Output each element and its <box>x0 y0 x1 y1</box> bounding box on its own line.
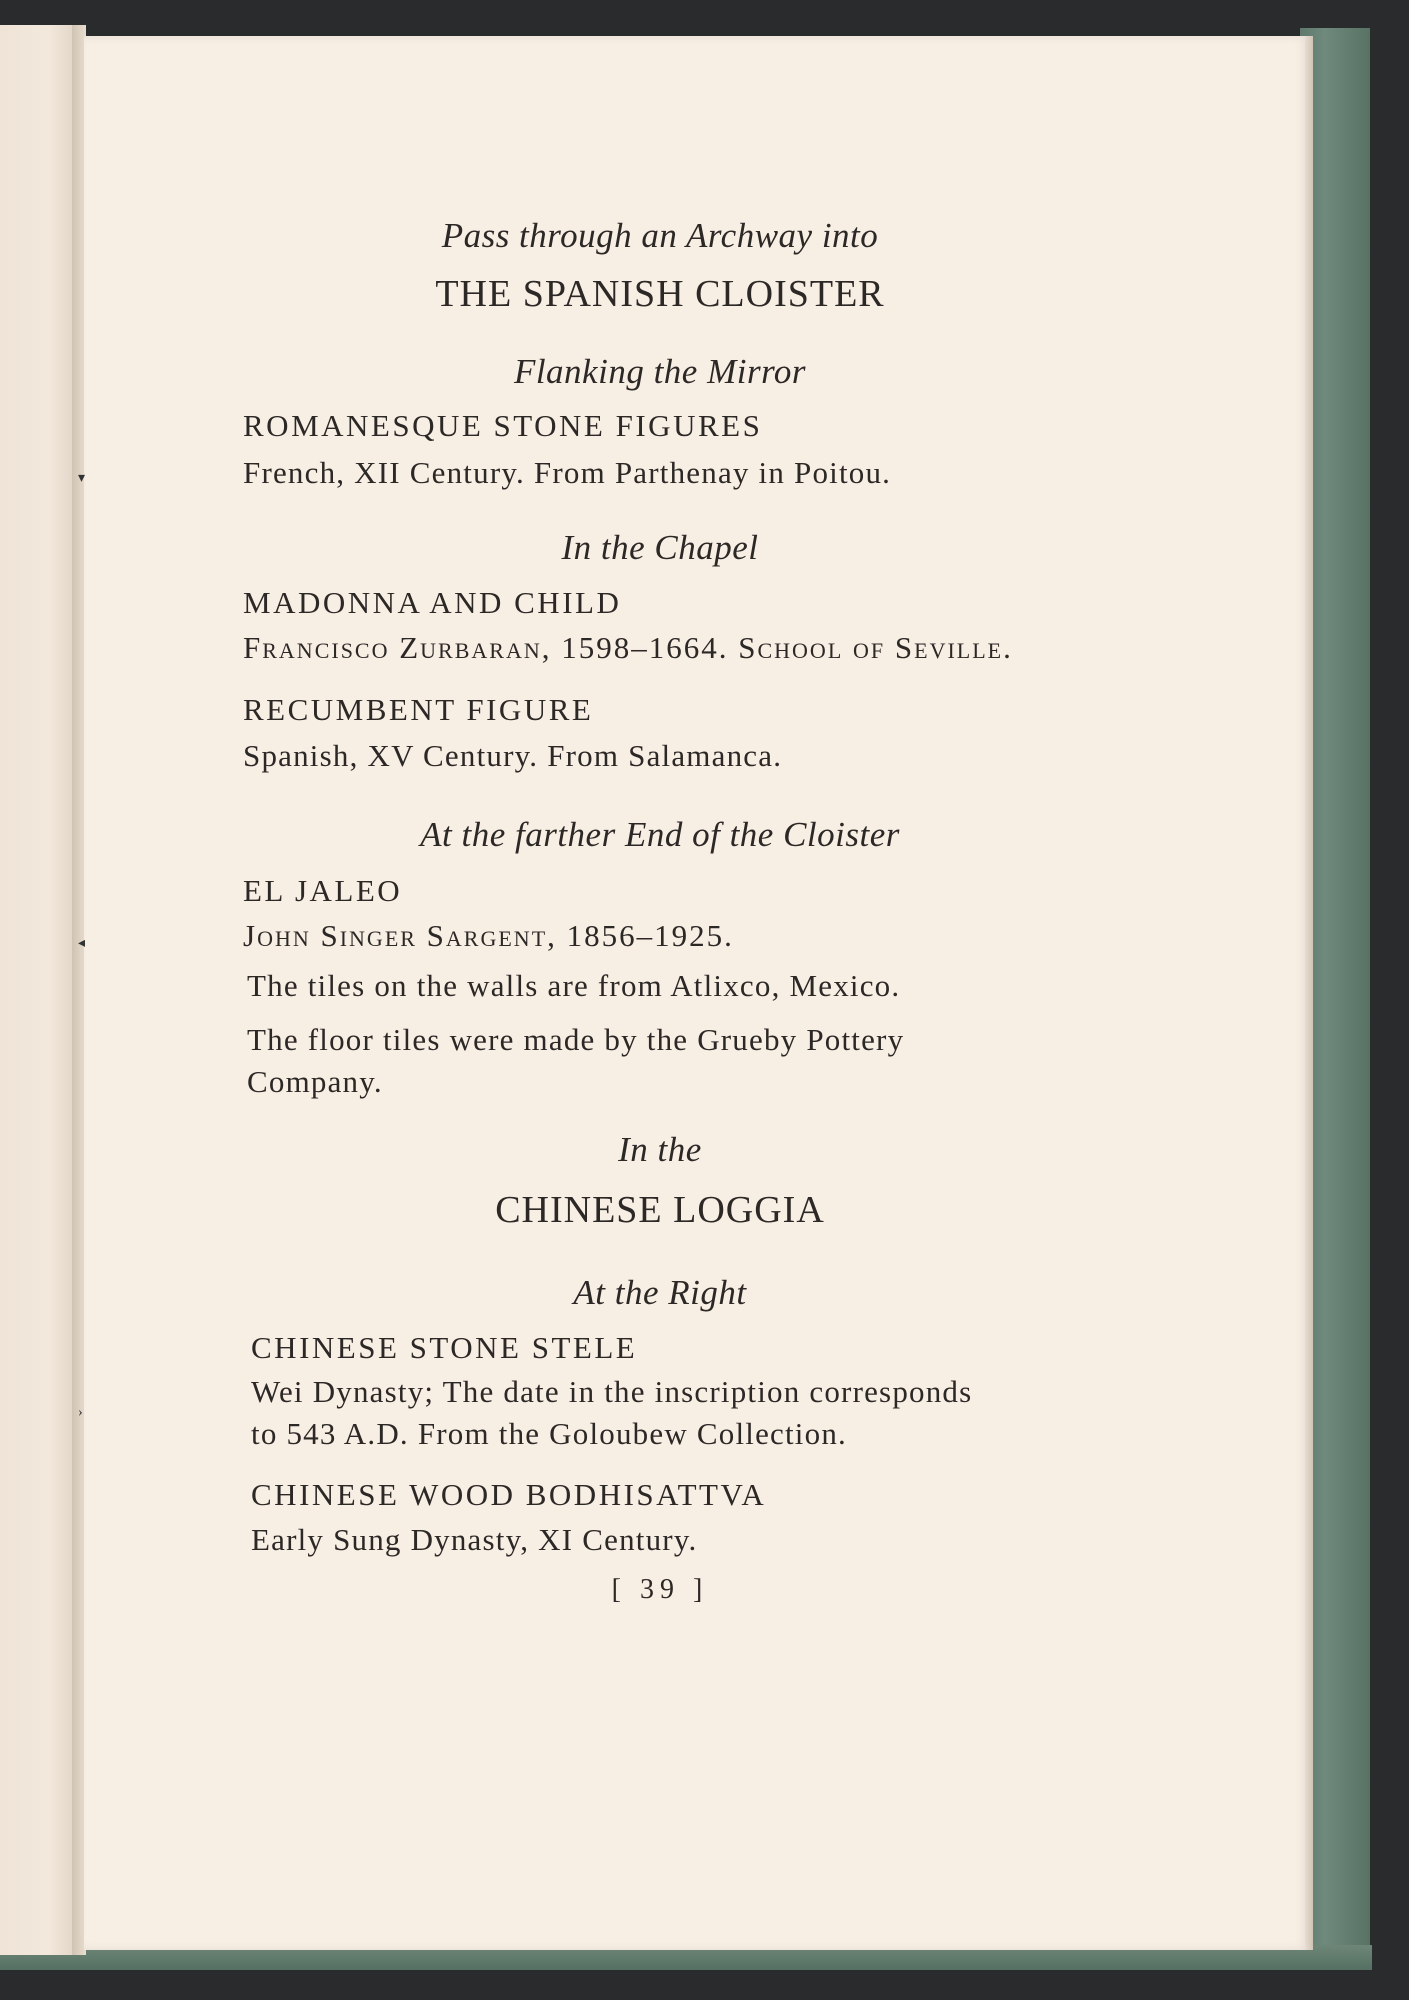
artwork-detail: John Singer Sargent, 1856–1925. <box>243 918 734 953</box>
artwork-title: ROMANESQUE STONE FIGURES <box>243 408 763 443</box>
page-number: [ 39 ] <box>611 1574 709 1605</box>
section-intro: Pass through an Archway into <box>441 216 879 255</box>
margin-mark: ▾ <box>78 471 86 486</box>
location-heading: At the Right <box>573 1273 747 1312</box>
artwork-title: CHINESE WOOD BODHISATTVA <box>251 1477 767 1512</box>
location-heading: At the farther End of the Cloister <box>420 815 900 854</box>
margin-mark: ◂ <box>78 936 86 951</box>
left-page-edge <box>0 25 80 1955</box>
margin-mark: › <box>78 1405 83 1420</box>
artwork-detail: Wei Dynasty; The date in the inscription corresponds <box>251 1374 973 1409</box>
artwork-note: Company. <box>247 1064 383 1099</box>
location-heading: In the Chapel <box>561 528 759 567</box>
page-edge-shadow <box>1305 36 1313 1950</box>
artwork-detail: Spanish, XV Century. From Salamanca. <box>243 738 783 773</box>
artwork-title: MADONNA AND CHILD <box>243 585 622 620</box>
artwork-note: The tiles on the walls are from Atlixco, Mexico. <box>247 968 901 1003</box>
artwork-detail: Early Sung Dynasty, XI Century. <box>251 1522 698 1557</box>
artwork-note: The floor tiles were made by the Grueby Pottery <box>247 1022 905 1057</box>
artwork-title: EL JALEO <box>243 873 403 908</box>
artwork-detail: to 543 A.D. From the Goloubew Collection. <box>251 1416 847 1451</box>
section-title-chinese-loggia: CHINESE LOGGIA <box>495 1189 825 1231</box>
artwork-detail: Francisco Zurbaran, 1598–1664. School of Seville. <box>243 630 1013 665</box>
artwork-title: CHINESE STONE STELE <box>251 1330 638 1365</box>
section-title-spanish-cloister: THE SPANISH CLOISTER <box>435 273 885 315</box>
artwork-detail: French, XII Century. From Parthenay in Poitou. <box>243 455 892 490</box>
artwork-title: RECUMBENT FIGURE <box>243 692 594 727</box>
location-heading: Flanking the Mirror <box>513 352 807 391</box>
section-intro: In the <box>618 1130 702 1169</box>
